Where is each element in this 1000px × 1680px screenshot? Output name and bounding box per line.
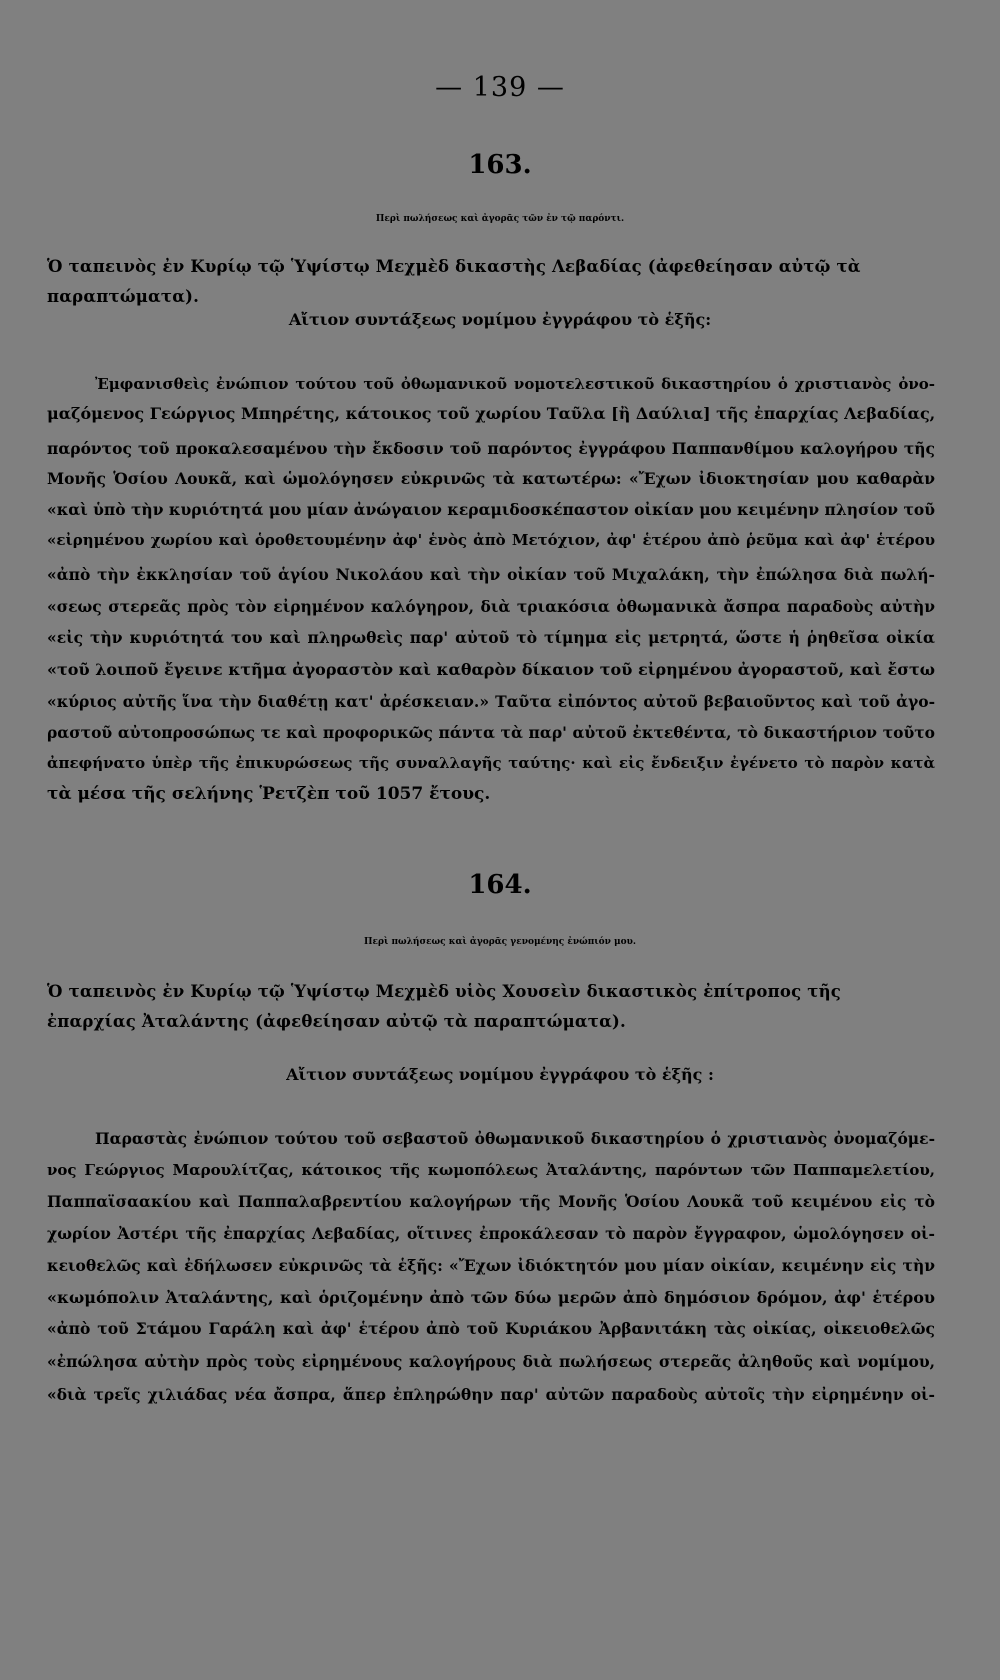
text-line: «ἀπὸ τὴν ἐκκλησίαν τοῦ ἁγίου Νικολάου καὶ τὴν οἰκίαν τοῦ Μιχαλάκη, τὴν ἐπώλησα διὰ πωλή- xyxy=(47,565,935,584)
text-line: «σεως στερεᾶς πρὸς τὸν εἰρημένον καλόγηρον, διὰ τριακόσια ὀθωμανικὰ ἄσπρα παραδοὺς αὐτὴν xyxy=(47,597,935,616)
text-line: τὰ μέσα τῆς σελήνης Ῥετζὲπ τοῦ 1057 ἔτους. xyxy=(47,784,491,804)
page-number: — 139 — xyxy=(435,72,565,103)
text-line: ραστοῦ αὐτοπροσώπως τε καὶ προφορικῶς πάντα τὰ παρ' αὐτοῦ ἐκτεθέντα, τὸ δικαστήριον τοῦτο xyxy=(47,723,935,742)
text-line: Ἐμφανισθεὶς ἐνώπιον τούτου τοῦ ὀθωμανικοῦ νομοτελεστικοῦ δικαστηρίου ὁ χριστιανὸς ὀνο- xyxy=(95,375,935,393)
reason-heading: Αἴτιον συντάξεως νομίμου ἐγγράφου τὸ ἑξῆς: xyxy=(288,310,712,329)
text-line: Παραστὰς ἐνώπιον τούτου τοῦ σεβαστοῦ ὀθωμανικοῦ δικαστηρίου ὁ χριστιανὸς ὀνομαζόμε- xyxy=(95,1129,935,1148)
text-line: Παππαϊσαακίου καὶ Παππαλαβρεντίου καλογήρων τῆς Μονῆς Ὁσίου Λουκᾶ τοῦ κειμένου εἰς τὸ xyxy=(47,1192,935,1211)
text-line: μαζόμενος Γεώργιος Μπηρέτης, κάτοικος τοῦ χωρίου Ταῦλα [ἢ Δαύλια] τῆς ἐπαρχίας Λεβαδίας, xyxy=(47,404,936,423)
text-line: «ἐπώλησα αὐτὴν πρὸς τοὺς εἰρημένους καλογήρους διὰ πωλήσεως στερεᾶς ἀληθοῦς καὶ νομίμου, xyxy=(47,1352,935,1371)
judge-heading: Ὁ ταπεινὸς ἐν Κυρίῳ τῷ Ὑψίστῳ Μεχμὲδ δικαστὴς Λεβαδίας (ἀφεθείησαν αὐτῷ τὰ παραπτώματα). xyxy=(47,257,861,306)
text-line: Μονῆς Ὁσίου Λουκᾶ, καὶ ὡμολόγησεν εὐκρινῶς τὰ κατωτέρω: «Ἔχων ἰδιοκτησίαν μου καθαρὰν xyxy=(47,469,935,488)
text-line: «εἰς τὴν κυριότητά του καὶ πληρωθεὶς παρ' αὐτοῦ τὸ τίμημα εἰς μετρητά, ὥστε ἡ ῥηθεῖσα οἰκία xyxy=(47,628,935,647)
document-number: 164. xyxy=(468,870,532,900)
text-line: κειοθελῶς καὶ ἐδήλωσεν εὐκρινῶς τὰ ἑξῆς: «Ἔχων ἰδιόκτητόν μου μίαν οἰκίαν, κειμένην εἰς τὴν xyxy=(47,1256,935,1275)
text-line: «ἀπὸ τοῦ Στάμου Γαράλη καὶ ἀφ' ἑτέρου ἀπὸ τοῦ Κυριάκου Ἀρβανιτάκη τὰς οἰκίας, οἰκειοθελῶς xyxy=(47,1319,935,1338)
text-line: «τοῦ λοιποῦ ἔγεινε κτῆμα ἀγοραστὸν καὶ καθαρὸν δίκαιον τοῦ εἰρημένου ἀγοραστοῦ, καὶ ἔστω xyxy=(47,660,935,679)
text-line: «εἰρημένου χωρίου καὶ ὁροθετουμένην ἀφ' ἑνὸς ἀπὸ Μετόχιον, ἀφ' ἑτέρου ἀπὸ ῥεῦμα καὶ ἀφ' ἑτέρου xyxy=(47,531,935,549)
text-line: παρόντος τοῦ προκαλεσαμένου τὴν ἔκδοσιν τοῦ παρόντος ἐγγράφου Παππανθίμου καλογήρου τῆς xyxy=(47,439,935,458)
text-line: «κύριος αὐτῆς ἵνα τὴν διαθέτῃ κατ' ἀρέσκειαν.» Ταῦτα εἰπόντος αὐτοῦ βεβαιοῦντος καὶ τοῦ ἀγο- xyxy=(47,692,935,711)
text-line: ἀπεφήνατο ὑπὲρ τῆς ἐπικυρώσεως τῆς συναλλαγῆς ταύτης· καὶ εἰς ἔνδειξιν ἐγένετο τὸ παρὸν κατὰ xyxy=(47,754,935,772)
text-line: «κωμόπολιν Ἀταλάντης, καὶ ὁριζομένην ἀπὸ τῶν δύω μερῶν ἀπὸ δημόσιον δρόμον, ἀφ' ἑτέρου xyxy=(47,1288,935,1307)
document-subject: Περὶ πωλήσεως καὶ ἀγορᾶς γενομένης ἐνώπιόν μου. xyxy=(364,937,636,947)
document-subject: Περὶ πωλήσεως καὶ ἀγορᾶς τῶν ἐν τῷ παρόντι. xyxy=(375,214,625,224)
document-number: 163. xyxy=(468,150,532,180)
text-line: «διὰ τρεῖς χιλιάδας νέα ἄσπρα, ἅπερ ἐπληρώθην παρ' αὐτῶν παραδοὺς αὐτοῖς τὴν εἰρημένην οἰ- xyxy=(47,1385,935,1404)
text-line: νος Γεώργιος Μαρουλίτζας, κάτοικος τῆς κωμοπόλεως Ἀταλάντης, παρόντων τῶν Παππαμελετίου, xyxy=(47,1161,935,1179)
text-line: «καὶ ὑπὸ τὴν κυριότητά μου μίαν ἀνώγαιον κεραμιδοσκέπαστον οἰκίαν μου κειμένην πλησίον τοῦ xyxy=(47,500,935,519)
reason-heading: Αἴτιον συντάξεως νομίμου ἐγγράφου τὸ ἑξῆς : xyxy=(286,1065,714,1084)
judge-heading: Ὁ ταπεινὸς ἐν Κυρίῳ τῷ Ὑψίστῳ Μεχμὲδ υἱὸς Χουσεὶν δικαστικὸς ἐπίτροπος τῆς ἐπαρχίας Ἀταλάντης (ἀφεθείησαν αὐτῷ τὰ παραπτώματα). xyxy=(47,982,842,1031)
text-line: χωρίον Ἀστέρι τῆς ἐπαρχίας Λεβαδίας, οἵτινες ἐπροκάλεσαν τὸ παρὸν ἔγγραφον, ὡμολόγησεν οἰ- xyxy=(47,1224,935,1243)
